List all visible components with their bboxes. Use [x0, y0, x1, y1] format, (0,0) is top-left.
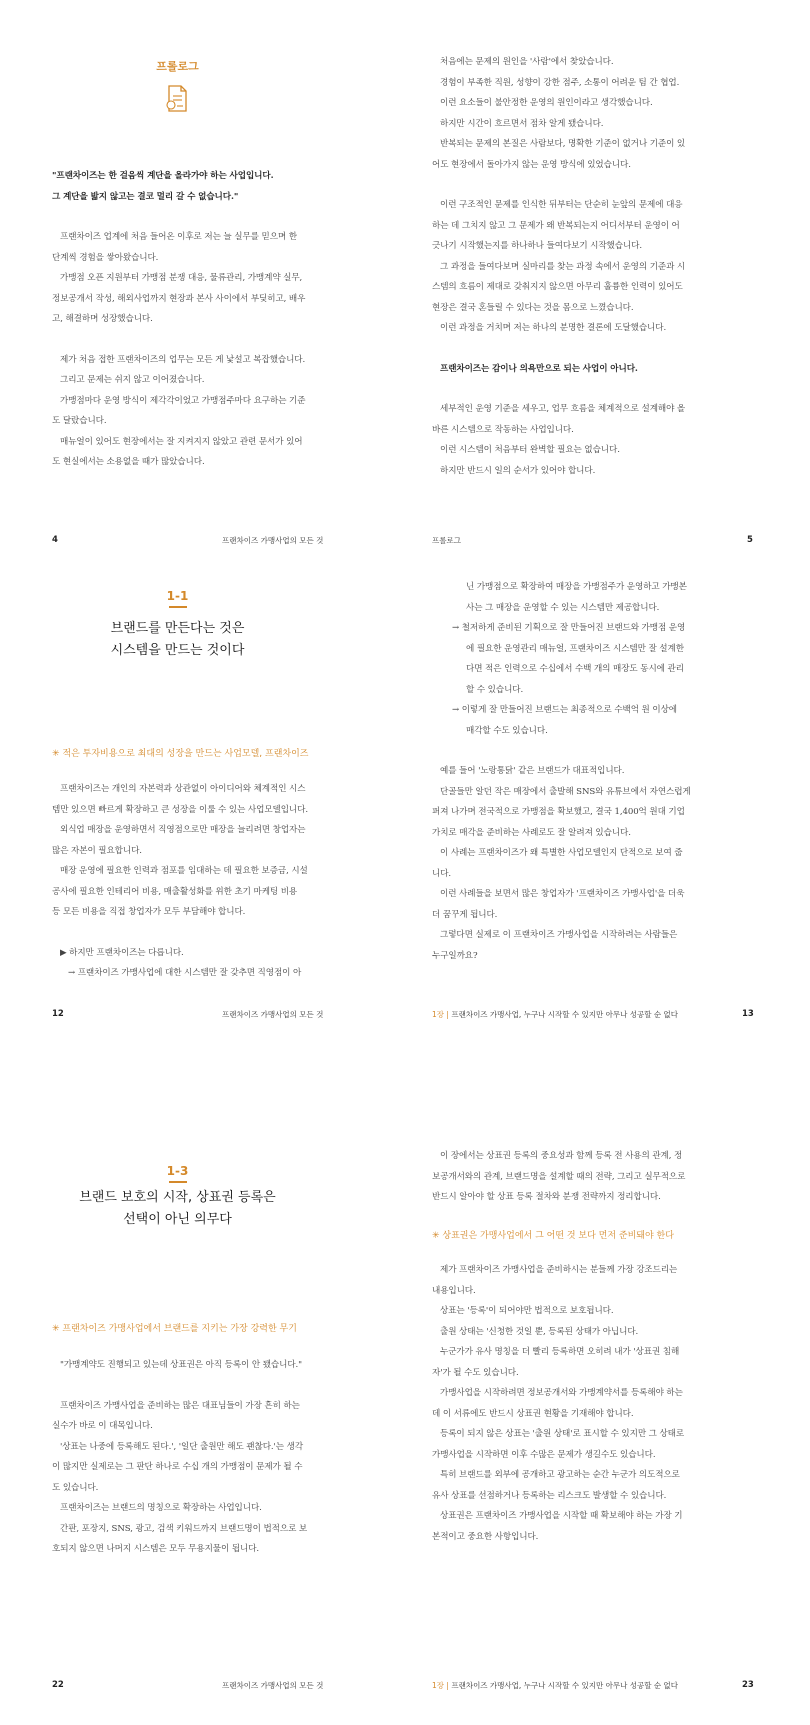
section-number-text: 1-1 [166, 589, 189, 603]
running-footer: 프랜차이즈 가맹사업의 모든 것 [222, 1010, 324, 1019]
page-23-body-top [432, 1150, 685, 1208]
chapter-tag: 1장 | [432, 1010, 449, 1019]
text-line: 데 이 서류에도 반드시 상표권 현황을 기재해야 합니다. [432, 1408, 634, 1419]
running-footer: 프랜차이즈 가맹사업의 모든 것 [222, 536, 324, 545]
text-line: 자'가 될 수도 있습니다. [432, 1367, 519, 1378]
section-number [0, 1164, 355, 1183]
page-23-body [432, 1260, 684, 1547]
text-line: 매뉴얼이 있어도 현장에서는 잘 지켜지지 않았고 관련 문서가 있어 [60, 436, 303, 447]
text-line: 프랜차이즈 업계에 처음 들어온 이후로 저는 늘 실무를 믿으며 한 [60, 232, 297, 242]
page-4 [0, 0, 405, 575]
page-4-body [52, 166, 305, 473]
text-line: 외식업 매장을 운영하면서 직영점으로만 매장을 늘리려면 창업자는 [60, 825, 306, 835]
spread-section-1-3 [0, 1150, 810, 1725]
text-line: 호되지 않으면 나머지 시스템은 모두 무용지물이 됩니다. [52, 1544, 260, 1554]
arrow-line: → 프랜차이즈 가맹사업에 대한 시스템만 잘 갖추면 직영점이 아 [68, 968, 302, 978]
bullet-line: → 이렇게 잘 만들어진 브랜드는 최종적으로 수백억 원 이상에 [452, 705, 677, 715]
text-line: 예를 들어 '노랑통닭' 같은 브랜드가 대표적입니다. [440, 766, 625, 776]
text-line: 출원 상태는 '신청한 것일 뿐, 등록된 상태가 아닙니다. [440, 1326, 639, 1337]
text-line: 보공개서와의 관계, 브랜드명을 설계할 때의 전략, 그리고 실무적으로 [432, 1171, 686, 1182]
text-line: 제가 프랜차이즈 가맹사업을 준비하시는 분들께 가장 강조드리는 [440, 1265, 678, 1275]
page-number: 23 [742, 1680, 754, 1690]
text-line: 가맹점 오픈 지원부터 가맹점 분쟁 대응, 물류관리, 가맹계약 실무, [60, 273, 303, 283]
bullet-line: 매각할 수도 있습니다. [466, 725, 548, 736]
text-line: 퍼져 나가며 전국적으로 가맹점을 확보했고, 결국 1,400억 원대 기업 [432, 807, 685, 817]
text-line: 유사 상표를 선점하거나 등록하는 리스크도 발생할 수 있습니다. [432, 1490, 667, 1501]
page-22-body [52, 1355, 307, 1560]
text-line: 누구일까요? [432, 950, 478, 961]
text-line: 본적이고 중요한 사항입니다. [432, 1531, 539, 1542]
section-number-text: 1-3 [166, 1164, 189, 1178]
text-line: 그리고 문제는 쉬지 않고 이어졌습니다. [60, 375, 205, 385]
title-line: 선택이 아닌 의무다 [123, 1212, 232, 1227]
text-line: 처음에는 문제의 원인을 '사람'에서 찾았습니다. [440, 57, 614, 67]
text-line: 상표권은 프랜차이즈 가맹사업을 시작할 때 확보해야 하는 가장 기 [440, 1511, 683, 1521]
text-line: 매장 운영에 필요한 인력과 점포를 임대하는 데 필요한 보증금, 시설 [60, 866, 308, 876]
emphasis-line: 프랜차이즈는 감이나 의욕만으로 되는 사업이 아니다. [440, 363, 638, 374]
page-number: 22 [52, 1680, 64, 1690]
text-line: 많은 자본이 필요합니다. [52, 845, 142, 856]
text-line: 가맹사업을 시작하면 이후 수많은 문제가 생길수도 있습니다. [432, 1449, 656, 1460]
bullet-line: 다면 적은 인력으로 수십에서 수백 개의 매장도 동시에 관리 [466, 664, 684, 674]
chapter-title: 프랜차이즈 가맹사업, 누구나 시작할 수 있지만 아무나 성공할 순 없다 [451, 1681, 679, 1690]
page-12-body [52, 779, 308, 984]
text-line: 현장은 결국 혼들릴 수 있다는 것을 몸으로 느꼈습니다. [432, 302, 634, 313]
arrow-line: ▶ 하지만 프랜차이즈는 다릅니다. [60, 947, 184, 958]
page-22 [0, 1150, 405, 1725]
quote-line: "프랜차이즈는 한 걸음씩 계단을 올라가야 하는 사업입니다. [52, 171, 274, 181]
text-line: 누군가가 유사 명칭을 더 빨리 등록하면 오히려 내가 '상표권 침해 [440, 1347, 680, 1357]
text-line: 세부적인 운영 기준을 세우고, 업무 흐름을 체계적으로 설계해야 올 [440, 404, 686, 414]
running-footer [432, 1680, 678, 1691]
bullet-line: 에 필요한 운영관리 매뉴얼, 프랜차이즈 시스템만 잘 설계한 [466, 643, 684, 654]
text-line: 이 장에서는 상표권 등록의 중요성과 함께 등록 전 사용의 관계, 정 [440, 1151, 683, 1161]
text-line: 그 과정을 들여다보며 실마리를 찾는 과정 속에서 운영의 기준과 시 [440, 261, 686, 272]
text-line: 하지만 반드시 일의 순서가 있어야 합니다. [440, 465, 596, 476]
text-line: 반복되는 문제의 본질은 사람보다, 명확한 기준이 없거나 기준이 있 [440, 139, 686, 149]
text-line: 이런 시스템이 처음부터 완벽할 필요는 없습니다. [440, 445, 620, 455]
text-line: 공사에 필요한 인테리어 비용, 매출활성화를 위한 초기 마케팅 비용 [52, 886, 298, 897]
section-title [0, 1187, 355, 1231]
text-line: 내용입니다. [432, 1285, 476, 1296]
running-footer: 프롤로그 [432, 536, 461, 545]
text-line: 고, 해결하며 성장했습니다. [52, 314, 153, 324]
title-line: 시스템을 만드는 것이다 [110, 643, 245, 658]
text-line: 등록이 되지 않은 상표는 '출원 상태'로 표시할 수 있지만 그 상태로 [440, 1429, 685, 1439]
prologue-heading: 프롤로그 [156, 60, 199, 73]
text-line: 특히 브랜드를 외부에 공개하고 광고하는 순간 누군가 의도적으로 [440, 1470, 680, 1480]
chapter-title: 프랜차이즈 가맹사업, 누구나 시작할 수 있지만 아무나 성공할 순 없다 [451, 1010, 679, 1019]
text-line: 실수가 바로 이 대목입니다. [52, 1421, 153, 1431]
text-line: 제가 처음 접한 프랜차이즈의 업무는 모든 게 낯설고 복잡했습니다. [60, 354, 306, 365]
title-line: 브랜드 보호의 시작, 상표권 등록은 [79, 1190, 276, 1205]
subheading: ✳ 상표권은 가맹사업에서 그 어떤 것 보다 먼저 준비돼야 한다 [432, 1231, 674, 1241]
text-line: '상표는 나중에 등록해도 된다.', '일단 출원만 해도 괜찮다.'는 생각 [60, 1441, 304, 1452]
text-line: 반드시 알아야 할 상표 등록 절차와 분쟁 전략까지 정리합니다. [432, 1192, 661, 1202]
section-underline [169, 1181, 187, 1183]
running-footer: 프랜차이즈 가맹사업의 모든 것 [222, 1681, 324, 1690]
text-line: 경험이 부족한 직원, 성향이 강한 점주, 소통이 어려운 팀 간 협업. [440, 77, 680, 88]
text-line: 도 현실에서는 소용없을 때가 많았습니다. [52, 457, 205, 467]
text-line: 더 꿈꾸게 됩니다. [432, 909, 498, 920]
document-icon [164, 84, 190, 118]
text-line: 프랜차이즈는 브랜드의 명칭으로 확장하는 사업입니다. [60, 1503, 262, 1513]
page-23 [405, 1150, 810, 1725]
quote-line: "가맹계약도 진행되고 있는데 상표권은 아직 등록이 안 됐습니다." [60, 1360, 303, 1370]
section-title [0, 618, 355, 662]
text-line: 긋나기 시작했는지를 하나하나 들여다보기 시작했습니다. [432, 241, 642, 251]
text-line: 간판, 포장지, SNS, 광고, 검색 키워드까지 브랜드명이 법적으로 보 [60, 1523, 308, 1534]
page-5 [405, 0, 810, 575]
page-13-body [432, 577, 691, 966]
text-line: 닌 가맹점으로 확장하여 매장을 가맹점주가 운영하고 가맹본 [466, 582, 687, 592]
text-line: 이런 구조적인 문제를 인식한 뒤부터는 단순히 눈앞의 문제에 대응 [440, 200, 683, 210]
page-number: 4 [52, 535, 58, 545]
page-12 [0, 575, 405, 1150]
text-line: 가맹점마다 운영 방식이 제각각이었고 가맹점주마다 요구하는 기준 [60, 395, 306, 406]
chapter-tag: 1장 | [432, 1681, 449, 1690]
text-line: 바른 시스템으로 작동하는 사업입니다. [432, 424, 574, 435]
text-line: 템만 있으면 빠르게 확장하고 큰 성장을 이룰 수 있는 사업모델입니다. [52, 804, 308, 815]
text-line: 그렇다면 실제로 이 프랜차이즈 가맹사업을 시작하려는 사람들은 [440, 930, 678, 940]
section-number [0, 589, 355, 608]
text-line: 사는 그 매장을 운영할 수 있는 시스템만 제공합니다. [466, 602, 660, 613]
page-5-body [432, 52, 685, 481]
title-line: 브랜드를 만든다는 것은 [110, 621, 245, 636]
text-line: 이런 과정을 거치며 저는 하나의 분명한 결론에 도달했습니다. [440, 323, 667, 333]
text-line: 프랜차이즈 가맹사업을 준비하는 많은 대표님들이 가장 흔히 하는 [60, 1400, 300, 1411]
text-line: 스템의 흐름이 제대로 갖춰지지 않으면 아무리 훌륭한 인력이 있어도 [432, 282, 683, 292]
running-footer [432, 1009, 678, 1020]
text-line: 이 많지만 실제로는 그 판단 하나로 수십 개의 가맹점이 문제가 될 수 [52, 1462, 303, 1472]
text-line: 가맹사업을 시작하려면 정보공개서와 가맹계약서를 등록해야 하는 [440, 1388, 683, 1398]
subheading: ✳ 적은 투자비용으로 최대의 성장을 만드는 사업모델, 프랜차이즈 [52, 749, 309, 759]
text-line: 정보공개서 작성, 해외사업까지 현장과 본사 사이에서 부딪히고, 배우 [52, 293, 306, 304]
page-13 [405, 575, 810, 1150]
text-line: 가치로 매각을 준비하는 사례로도 잘 알려져 있습니다. [432, 827, 631, 838]
text-line: 하지만 시간이 흐르면서 점차 알게 됐습니다. [440, 118, 604, 129]
text-line: 하는 데 그치지 않고 그 문제가 왜 반복되는지 어디서부터 운영이 어 [432, 220, 680, 231]
text-line: 단골들만 알던 작은 매장에서 출발해 SNS와 유튜브에서 자연스럽게 [440, 786, 691, 797]
text-line: 이런 요소들이 불안정한 운영의 원인이라고 생각했습니다. [440, 98, 653, 108]
text-line: 이런 사례들을 보면서 많은 창업자가 '프랜차이즈 가맹사업'을 더욱 [440, 889, 685, 899]
text-line: 도 달랐습니다. [52, 416, 107, 426]
section-underline [169, 606, 187, 608]
text-line: 등 모든 비용을 직접 창업자가 모두 부담해야 합니다. [52, 907, 246, 917]
quote-line: 그 계단을 밟지 않고는 결코 멀리 갈 수 없습니다." [52, 191, 239, 202]
bullet-line: 할 수 있습니다. [466, 684, 524, 695]
text-line: 프랜차이즈는 개인의 자본력과 상관없이 아이디어와 체계적인 시스 [60, 784, 306, 794]
subheading: ✳ 프랜차이즈 가맹사업에서 브랜드를 지키는 가장 강력한 무기 [52, 1324, 297, 1334]
text-line: 어도 현장에서 돌아가지 않는 운영 방식에 있었습니다. [432, 159, 631, 170]
text-line: 상표는 '등록'이 되어야만 법적으로 보호됩니다. [440, 1306, 614, 1316]
spread-prologue [0, 0, 810, 575]
page-number: 13 [742, 1009, 754, 1019]
text-line: 단계씩 경험을 쌓아왔습니다. [52, 252, 159, 263]
page-number: 5 [747, 535, 753, 545]
text-line: 니다. [432, 868, 452, 879]
text-line: 도 있습니다. [52, 1482, 99, 1493]
spread-section-1-1 [0, 575, 810, 1150]
page-number: 12 [52, 1009, 64, 1019]
text-line: 이 사례는 프랜차이즈가 왜 특별한 사업모델인지 단적으로 보여 줍 [440, 848, 683, 858]
bullet-line: → 철저하게 준비된 기획으로 잘 만들어진 브랜드와 가맹점 운영 [452, 623, 686, 633]
